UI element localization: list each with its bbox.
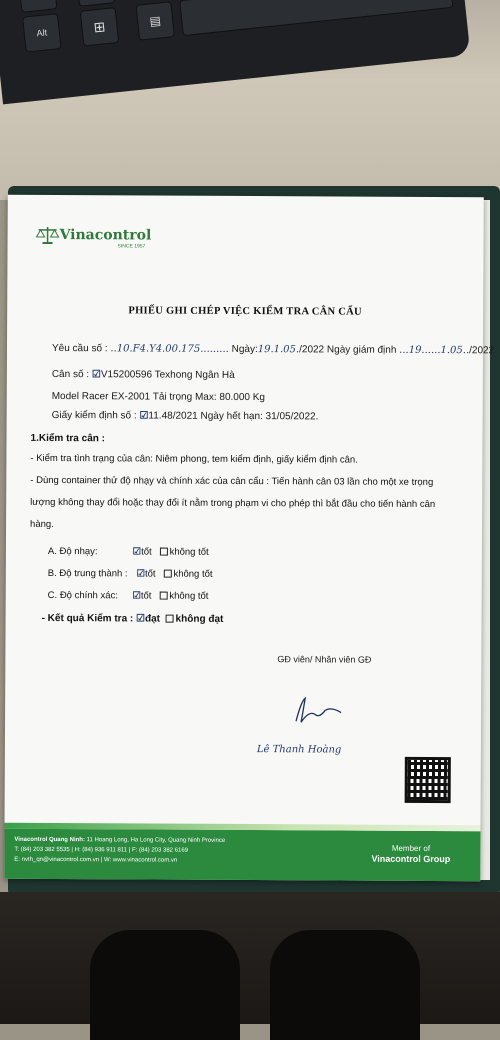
qr-code-icon [405,757,451,803]
result-label: - Kết quả Kiểm tra : [42,613,134,624]
check-label: A. Độ nhạy: [48,546,130,557]
footer-address: 11 Hoang Long, Ha Long City, Quang Ninh Province [87,837,226,844]
bullet-1: - Kiểm tra tình trạng của cân: Niêm phong, tem kiểm định, giấy kiểm định cân. [30,453,357,466]
logo-since: SINCE 1957 [118,243,146,249]
empty-checkbox-icon [163,570,171,578]
floor [0,892,500,1024]
request-label: Yêu cầu số : [52,343,108,354]
cert-label: Giấy kiểm định số : [52,410,137,421]
footer-phones: T: (84) 203 382 5535 | H: (84) 936 911 811 | F: (84) 203 382 6169 [14,845,225,856]
option-not-ok: không tốt [173,569,212,580]
signature-icon [291,696,361,726]
check-mark-icon: ☑ [139,410,148,421]
scale-label: Cân số : [52,369,89,380]
footer-contact [14,835,225,866]
signer-name-handwritten: Lê Thanh Hoàng [257,744,341,755]
check-mark-icon: ☑ [92,369,101,380]
footer-company: Vinacontrol Quang Ninh: [14,837,85,843]
section-heading: 1.Kiểm tra cân : [30,433,105,444]
bullet-2-line-1: - Dùng container thử độ nhạy và chính xác của cân cẩu : Tiến hành cân 03 lần cho một xe trọng [30,475,433,488]
space-key [179,0,453,36]
scale-number-line [52,369,235,381]
option-ok: tốt [145,568,156,579]
key [18,0,57,13]
check-label: B. Độ trung thành : [48,568,134,579]
footer-contact-web: E: nvth_qn@vinacontrol.com.vn | W: www.vinacontrol.com.vn [14,855,225,866]
certificate-line [52,410,319,422]
footer-group: Vinacontrol Group [371,854,450,865]
check-row-fidelity [48,568,213,580]
empty-checkbox-icon [159,592,167,600]
request-number: ..10.F4.Y4.00.175......... [110,343,229,355]
check-row-accuracy [48,590,209,602]
logo-name: Vinacontrol [60,227,152,243]
bullet-2-line-2: lượng không thay đổi hoặc thay đổi ít nằm trong phạm vi cho phép thì bắt đầu cho tiến hành cân [30,497,435,510]
form-title: PHIẾU GHI CHÉP VIỆC KIỂM TRA CÂN CẨU [7,305,483,318]
model-line: Model Racer EX-2001 Tải trọng Max: 80.000 Kg [52,391,265,403]
inspect-date-handwritten: ...19......1.05.. [399,345,469,356]
scale-logo-icon [36,225,60,245]
vinacontrol-logo [36,225,152,246]
option-ok: tốt [141,590,152,601]
inspection-form [4,195,484,881]
date-label: Ngày: [232,344,258,355]
cert-expiry: Ngày hết hạn: 31/05/2022. [200,411,318,423]
option-not-ok: không tốt [169,591,208,602]
menu-key: ▤ [135,1,175,41]
checked-box-icon: ☑ [133,546,142,557]
alt-key: Alt [22,13,62,53]
result-fail: không đạt [176,614,224,625]
cert-value: 11.48/2021 [148,410,197,421]
empty-checkbox-icon [166,615,174,623]
bullet-2-line-3: hàng. [30,519,54,530]
date-handwritten: 19.1.05. [258,344,299,355]
footer-membership [371,843,450,865]
key [76,0,115,7]
letterhead-footer [4,829,480,881]
check-label: C. Độ chính xác: [48,590,130,601]
result-row [42,613,224,625]
check-row-sensitivity [48,546,209,558]
footer-stripe [4,823,480,831]
result-pass: đạt [145,613,160,624]
option-ok: tốt [141,546,152,557]
date-year: /2022 [299,344,324,355]
inspect-year: /2022 [469,345,494,356]
windows-key: ⊞ [80,7,120,47]
checked-box-icon: ☑ [136,613,145,624]
inspect-label: Ngày giám định [327,344,397,355]
request-line [52,343,494,356]
checked-box-icon: ☑ [132,590,141,601]
checked-box-icon: ☑ [136,568,145,579]
empty-checkbox-icon [160,548,168,556]
footer-member-of: Member of [372,843,451,854]
signer-role: GĐ viên/ Nhân viên GĐ [277,654,371,664]
scale-value: V15200596 Texhong Ngân Hà [101,369,235,381]
option-not-ok: không tốt [170,547,209,558]
